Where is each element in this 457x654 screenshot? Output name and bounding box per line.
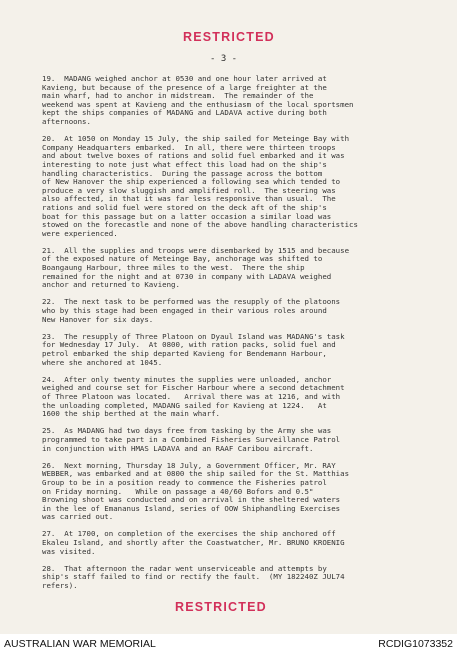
archive-footer [0, 634, 457, 654]
paragraph-26: 26. Next morning, Thursday 18 July, a Government Officer, Mr. RAY WEBBER, was embarked and at 0800 the ship sailed for the St. Matthias Group to be in a position ready to commence the Fisheries patrol on Friday morning. While on passage a 40/60 Bofors and 0.5" Browning shoot was conducted and on arrival in the sheltered waters in the lee of Emananus Island, series of OOW Shiphandling Exercises was carried out. [42, 460, 350, 522]
document-body [42, 75, 432, 599]
paragraph-23: 23. The resupply of Three Platoon on Dyaul Island was MADANG's task for Wednesday 17 July. At 0800, with ration packs, solid fuel and petrol embarked the ship departed Kavieng for Bendemann Harbour, where she anchored at 1045. [42, 331, 345, 367]
paragraph-21: 21. All the supplies and troops were disembarked by 1515 and because of the exposed nature of Meteinge Bay, anchorage was shifted to Boangaung Harbour, three miles to the west. There the ship remained for the night and at 0730 in company with LADAVA weighed anchor and returned to Kavieng. [42, 245, 350, 290]
paragraph-25: 25. As MADANG had two days free from tasking by the Army she was programmed to take part in a Combined Fisheries Surveillance Patrol in conjunction with HMAS LADAVA and an RAAF Caribou aircraft. [42, 426, 341, 453]
paragraph-28: 28. That afternoon the radar went unserviceable and attempts by ship's staff failed to find or rectify the fault. (MY 182240Z JUL74 refers). [42, 563, 345, 591]
paragraph-27: 27. At 1700, on completion of the exercises the ship anchored off Ekaleu Island, and shortly after the Coastwatcher, Mr. BRUNO KROENIG was visited. [42, 529, 345, 556]
page-number: - 3 - [210, 54, 238, 64]
paragraph-22: 22. The next task to be performed was the resupply of the platoons who by this stage had been engaged in their various roles around New Hanover for six days. [42, 297, 341, 324]
paragraph-24: 24. After only twenty minutes the supplies were unloaded, anchor weighed and course set for Fischer Harbour where a second detachment of Three Platoon was located. Arrival there was at 1216, and with the unloading completed, MADANG sailed for Kavieng at 1224. At 1600 the ship berthed at the main wharf. [42, 374, 345, 419]
paragraph-20: 20. At 1050 on Monday 15 July, the ship sailed for Meteinge Bay with Company Headquarters embarked. In all, there were thirteen troops and about twelve boxes of rations and solid fuel embarked and it was interesting to note just what effect this load had on the ship's handling characteristics. During the passage across the bottom of New Hanover the ship experienced a following sea which tended to produce a very slow sluggish and amplified roll. The steering was also affected, in that it was far less responsive than usual. The rations and solid fuel were stored on the deck aft of the ship's boat for this passage but on a latter occasion a similar load was stowed on the forecastle and none of the above handling characteristics were experienced. [42, 134, 358, 238]
restricted-stamp-top: RESTRICTED [183, 30, 275, 44]
paragraph-19: 19. MADANG weighed anchor at 0530 and one hour later arrived at Kavieng, but because of the presence of a large freighter at the main wharf, had to anchor in midstream. The remainder of the weekend was spent at Kavieng and the enthusiasm of the local sportsmen kept the ships companies of MADANG and LADAVA active during both afternoons. [42, 74, 354, 126]
archive-reference: RCDIG1073352 [378, 638, 453, 650]
restricted-stamp-bottom: RESTRICTED [175, 600, 267, 614]
archive-name: AUSTRALIAN WAR MEMORIAL [4, 638, 156, 650]
